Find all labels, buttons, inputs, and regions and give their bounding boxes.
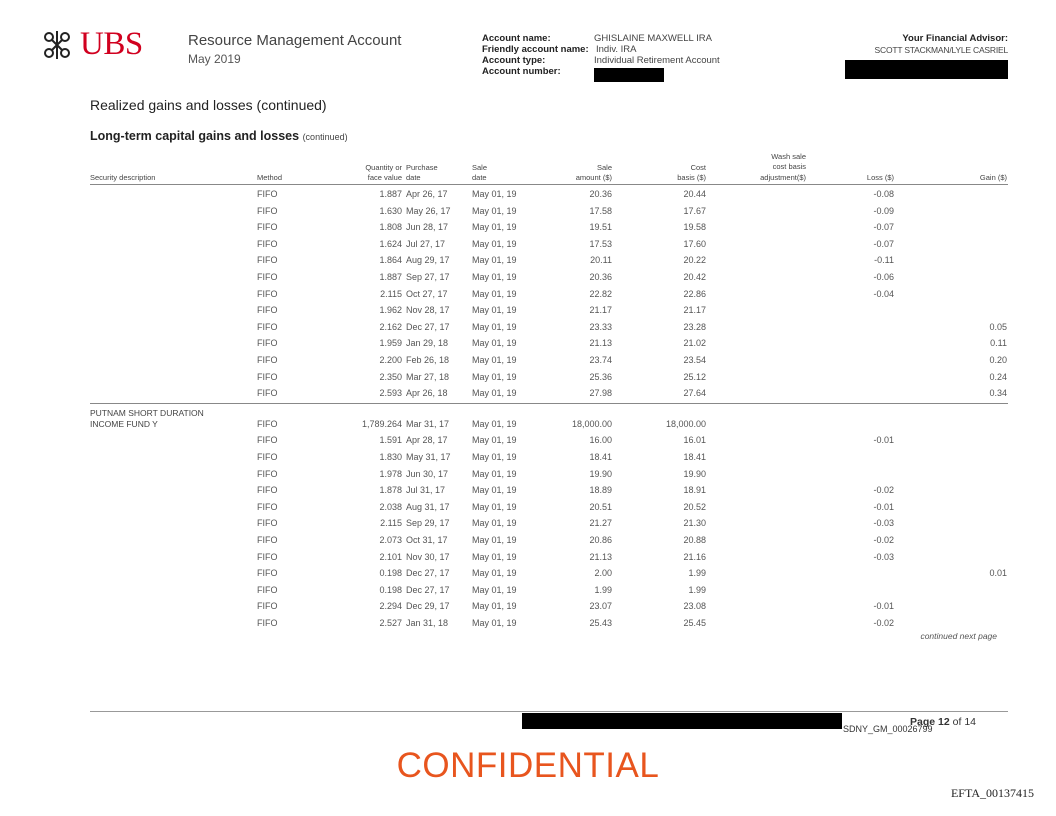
cell-sale: May 01, 19 <box>472 551 517 562</box>
cell-qty: 1,789.264 <box>361 418 402 429</box>
cell-purchase: Jan 31, 18 <box>406 618 449 628</box>
col-header-method: Method <box>257 173 283 182</box>
cell-method: FIFO <box>257 468 278 479</box>
cell-qty: 1.591 <box>379 435 402 446</box>
cell-amount: 18,000.00 <box>571 418 612 429</box>
cell-loss: -0.07 <box>873 238 894 249</box>
cell-amount: 23.07 <box>589 601 612 612</box>
cell-method: FIFO <box>257 452 278 462</box>
ubs-logo-text: UBS <box>80 26 143 62</box>
col-header-amount-1: Sale <box>596 163 612 172</box>
friendly-name-value: Indiv. IRA <box>596 44 637 55</box>
cell-qty: 1.887 <box>379 189 402 199</box>
account-type-value: Individual Retirement Account <box>594 55 720 66</box>
cell-purchase: Aug 29, 17 <box>406 255 450 266</box>
account-name-label: Account name: <box>482 33 551 44</box>
col-header-wash-3: adjustment($) <box>760 173 806 182</box>
col-header-security: Security description <box>90 173 156 182</box>
cell-purchase: Mar 31, 17 <box>406 418 450 429</box>
cell-purchase: Nov 30, 17 <box>406 551 450 562</box>
cell-sale: May 01, 19 <box>472 338 517 349</box>
cell-qty: 1.864 <box>379 255 402 266</box>
account-type-label: Account type: <box>482 55 546 66</box>
cell-method: FIFO <box>257 189 278 199</box>
cell-method: FIFO <box>257 551 278 562</box>
cell-purchase: Jul 31, 17 <box>406 485 446 496</box>
table-row <box>0 385 1056 402</box>
cell-purchase: Sep 27, 17 <box>406 272 450 282</box>
table-row <box>0 466 1056 483</box>
table-row <box>0 186 1056 203</box>
cell-purchase: Jul 27, 17 <box>406 238 446 249</box>
cell-loss: -0.02 <box>873 485 894 496</box>
cell-qty: 2.200 <box>379 355 402 365</box>
cell-cost: 23.54 <box>683 355 706 365</box>
cell-purchase: Dec 29, 17 <box>406 601 450 612</box>
cell-method: FIFO <box>257 501 278 512</box>
cell-purchase: Jan 29, 18 <box>406 338 449 349</box>
cell-sale: May 01, 19 <box>472 501 517 512</box>
table-row <box>0 416 1056 433</box>
cell-amount: 27.98 <box>589 388 612 399</box>
account-number-label: Account number: <box>482 66 561 77</box>
cell-amount: 20.51 <box>589 501 612 512</box>
cell-amount: 2.00 <box>594 568 612 579</box>
cell-qty: 1.808 <box>379 222 402 233</box>
security-description-line2: INCOME FUND Y <box>90 418 158 429</box>
cell-loss: -0.01 <box>873 501 894 512</box>
security-description-line1: PUTNAM SHORT DURATION <box>90 407 204 418</box>
table-row <box>0 432 1056 449</box>
cell-cost: 21.30 <box>683 518 706 529</box>
table-row <box>0 252 1056 269</box>
cell-purchase: Oct 31, 17 <box>406 535 448 545</box>
cell-sale: May 01, 19 <box>472 189 517 199</box>
friendly-name-label: Friendly account name: <box>482 44 589 55</box>
col-header-cost-1: Cost <box>690 163 706 172</box>
col-header-sale-1: Sale <box>472 163 488 172</box>
cell-qty: 2.073 <box>379 535 402 545</box>
table-row <box>0 615 1056 632</box>
cell-loss: -0.01 <box>873 435 894 446</box>
col-header-amount-2: amount ($) <box>575 173 612 182</box>
account-name-value: GHISLAINE MAXWELL IRA <box>594 33 712 44</box>
cell-gain: 0.05 <box>989 321 1007 332</box>
cell-purchase: Nov 28, 17 <box>406 305 450 316</box>
cell-cost: 23.28 <box>683 321 706 332</box>
cell-sale: May 01, 19 <box>472 355 517 365</box>
cell-amount: 22.82 <box>589 288 612 299</box>
col-header-purchase-2: date <box>406 173 421 182</box>
cell-method: FIFO <box>257 305 278 316</box>
subsection-note: (continued) <box>302 132 348 142</box>
table-row <box>0 269 1056 286</box>
cell-sale: May 01, 19 <box>472 435 517 446</box>
cell-amount: 21.13 <box>589 551 612 562</box>
cell-cost: 20.42 <box>683 272 706 282</box>
table-row <box>0 582 1056 599</box>
section-title: Realized gains and losses (continued) <box>90 97 327 113</box>
cell-amount: 20.86 <box>589 535 612 545</box>
cell-amount: 23.74 <box>589 355 612 365</box>
cell-method: FIFO <box>257 272 278 282</box>
cell-sale: May 01, 19 <box>472 272 517 282</box>
cell-cost: 20.88 <box>683 535 706 545</box>
cell-cost: 21.17 <box>683 305 706 316</box>
cell-method: FIFO <box>257 584 278 595</box>
cell-qty: 0.198 <box>379 584 402 595</box>
cell-amount: 19.51 <box>589 222 612 233</box>
cell-qty: 2.038 <box>379 501 402 512</box>
table-row <box>0 352 1056 369</box>
cell-qty: 0.198 <box>379 568 402 579</box>
advisor-redaction <box>845 60 1008 79</box>
cell-amount: 21.27 <box>589 518 612 529</box>
cell-qty: 2.593 <box>379 388 402 399</box>
cell-cost: 27.64 <box>683 388 706 399</box>
table-row <box>0 482 1056 499</box>
document-title: Resource Management Account <box>188 32 402 49</box>
col-header-cost-2: basis ($) <box>677 173 706 182</box>
cell-qty: 1.830 <box>379 452 402 462</box>
cell-qty: 2.294 <box>379 601 402 612</box>
cell-loss: -0.06 <box>873 272 894 282</box>
table-row <box>0 319 1056 336</box>
table-row <box>0 549 1056 566</box>
cell-qty: 1.624 <box>379 238 402 249</box>
cell-purchase: Apr 26, 18 <box>406 388 448 399</box>
cell-method: FIFO <box>257 255 278 266</box>
cell-loss: -0.09 <box>873 205 894 216</box>
cell-cost: 20.52 <box>683 501 706 512</box>
cell-purchase: Dec 27, 17 <box>406 584 450 595</box>
continued-next-page-note: continued next page <box>920 631 997 641</box>
statement-date: May 2019 <box>188 52 241 66</box>
cell-amount: 20.11 <box>590 255 612 266</box>
cell-qty: 1.878 <box>379 485 402 496</box>
cell-qty: 1.959 <box>379 338 402 349</box>
cell-sale: May 01, 19 <box>472 418 517 429</box>
cell-purchase: Feb 26, 18 <box>406 355 450 365</box>
cell-cost: 19.58 <box>683 222 706 233</box>
confidential-stamp: CONFIDENTIAL <box>396 746 660 785</box>
cell-purchase: Sep 29, 17 <box>406 518 450 529</box>
cell-amount: 18.89 <box>589 485 612 496</box>
cell-loss: -0.11 <box>874 255 894 266</box>
cell-cost: 25.45 <box>683 618 706 628</box>
ubs-keys-logo-icon <box>40 28 74 62</box>
cell-sale: May 01, 19 <box>472 205 517 216</box>
cell-loss: -0.02 <box>873 618 894 628</box>
cell-method: FIFO <box>257 418 278 429</box>
cell-gain: 0.24 <box>989 371 1007 382</box>
cell-sale: May 01, 19 <box>472 388 517 399</box>
cell-qty: 1.962 <box>379 305 402 316</box>
table-row <box>0 369 1056 386</box>
cell-amount: 21.13 <box>589 338 612 349</box>
cell-amount: 21.17 <box>589 305 612 316</box>
cell-sale: May 01, 19 <box>472 288 517 299</box>
cell-cost: 20.44 <box>683 189 706 199</box>
cell-sale: May 01, 19 <box>472 452 517 462</box>
table-row <box>0 219 1056 236</box>
cell-amount: 16.00 <box>589 435 612 446</box>
col-header-wash-2: cost basis <box>772 162 806 171</box>
cell-method: FIFO <box>257 618 278 628</box>
cell-sale: May 01, 19 <box>472 535 517 545</box>
cell-qty: 1.978 <box>379 468 402 479</box>
footer-rule <box>90 711 1008 712</box>
cell-loss: -0.03 <box>873 518 894 529</box>
page-current: 12 <box>938 716 950 728</box>
group-separator <box>90 403 1008 404</box>
cell-sale: May 01, 19 <box>472 238 517 249</box>
col-header-purchase-1: Purchase <box>406 163 438 172</box>
cell-loss: -0.03 <box>873 551 894 562</box>
cell-purchase: Jun 28, 17 <box>406 222 449 233</box>
advisor-name: SCOTT STACKMAN/LYLE CASRIEL <box>874 45 1008 55</box>
cell-method: FIFO <box>257 435 278 446</box>
cell-qty: 1.630 <box>379 205 402 216</box>
cell-purchase: Dec 27, 17 <box>406 568 450 579</box>
cell-cost: 18.91 <box>683 485 706 496</box>
table-row <box>0 598 1056 615</box>
page-number <box>910 716 976 728</box>
page-total: 14 <box>964 716 977 728</box>
page-label: Page <box>910 716 936 728</box>
account-info-block <box>482 33 782 83</box>
header-rule <box>90 184 1008 185</box>
cell-amount: 17.58 <box>589 205 612 216</box>
cell-loss: -0.07 <box>873 222 894 233</box>
cell-amount: 19.90 <box>589 468 612 479</box>
cell-sale: May 01, 19 <box>472 321 517 332</box>
table-row <box>0 302 1056 319</box>
cell-cost: 20.22 <box>683 255 706 266</box>
cell-cost: 21.02 <box>683 338 706 349</box>
cell-gain: 0.11 <box>990 338 1007 349</box>
efta-id: EFTA_00137415 <box>950 786 1034 800</box>
cell-sale: May 01, 19 <box>472 222 517 233</box>
cell-loss: -0.02 <box>873 535 894 545</box>
table-row <box>0 532 1056 549</box>
cell-method: FIFO <box>257 568 278 579</box>
cell-cost: 18,000.00 <box>665 418 706 429</box>
page-of: of <box>952 716 962 728</box>
cell-method: FIFO <box>257 238 278 249</box>
cell-method: FIFO <box>257 321 278 332</box>
table-row <box>0 236 1056 253</box>
col-header-wash-1: Wash sale <box>771 152 806 161</box>
cell-method: FIFO <box>257 518 278 529</box>
cell-method: FIFO <box>257 288 278 299</box>
table-row <box>0 203 1056 220</box>
cell-amount: 17.53 <box>589 238 612 249</box>
cell-cost: 1.99 <box>688 584 706 595</box>
cell-qty: 2.162 <box>379 321 402 332</box>
cell-cost: 22.86 <box>683 288 706 299</box>
cell-sale: May 01, 19 <box>472 601 517 612</box>
cell-purchase: Dec 27, 17 <box>406 321 450 332</box>
cell-amount: 23.33 <box>589 321 612 332</box>
cell-sale: May 01, 19 <box>472 618 517 628</box>
cell-qty: 2.115 <box>380 288 402 299</box>
cell-qty: 2.527 <box>379 618 402 628</box>
cell-sale: May 01, 19 <box>472 468 517 479</box>
table-row <box>0 335 1056 352</box>
cell-sale: May 01, 19 <box>472 371 517 382</box>
cell-cost: 17.60 <box>683 238 706 249</box>
cell-method: FIFO <box>257 205 278 216</box>
account-number-redaction <box>594 68 664 82</box>
cell-amount: 1.99 <box>594 584 612 595</box>
cell-method: FIFO <box>257 388 278 399</box>
cell-cost: 18.41 <box>683 452 706 462</box>
bates-number: SDNY_GM_00026799 <box>843 724 933 734</box>
subsection-title <box>90 129 348 143</box>
cell-sale: May 01, 19 <box>472 568 517 579</box>
cell-qty: 2.115 <box>380 518 402 529</box>
cell-amount: 25.43 <box>589 618 612 628</box>
cell-method: FIFO <box>257 535 278 545</box>
col-header-quantity-1: Quantity or <box>365 163 402 172</box>
table-row <box>0 499 1056 516</box>
cell-method: FIFO <box>257 338 278 349</box>
table-row <box>0 286 1056 303</box>
cell-purchase: Apr 26, 17 <box>406 189 448 199</box>
cell-method: FIFO <box>257 355 278 365</box>
cell-purchase: Aug 31, 17 <box>406 501 450 512</box>
col-header-sale-2: date <box>472 173 487 182</box>
cell-method: FIFO <box>257 222 278 233</box>
subsection-title-text: Long-term capital gains and losses <box>90 129 300 143</box>
advisor-title: Your Financial Advisor: <box>902 33 1008 44</box>
cell-sale: May 01, 19 <box>472 584 517 595</box>
cell-cost: 17.67 <box>683 205 706 216</box>
cell-cost: 21.16 <box>683 551 706 562</box>
cell-sale: May 01, 19 <box>472 518 517 529</box>
table-row <box>0 565 1056 582</box>
cell-sale: May 01, 19 <box>472 255 517 266</box>
col-header-quantity-2: face value <box>367 173 402 182</box>
cell-purchase: Jun 30, 17 <box>406 468 449 479</box>
cell-gain: 0.34 <box>989 388 1007 399</box>
cell-purchase: May 31, 17 <box>406 452 451 462</box>
col-header-gain: Gain ($) <box>979 173 1007 182</box>
cell-qty: 2.350 <box>379 371 402 382</box>
cell-gain: 0.01 <box>989 568 1007 579</box>
cell-cost: 23.08 <box>683 601 706 612</box>
cell-qty: 1.887 <box>379 272 402 282</box>
cell-cost: 16.01 <box>683 435 706 446</box>
table-row <box>0 449 1056 466</box>
cell-method: FIFO <box>257 371 278 382</box>
cell-sale: May 01, 19 <box>472 485 517 496</box>
cell-gain: 0.20 <box>989 355 1007 365</box>
cell-sale: May 01, 19 <box>472 305 517 316</box>
cell-purchase: Oct 27, 17 <box>406 288 448 299</box>
footer-redaction <box>522 713 842 729</box>
table-row <box>0 515 1056 532</box>
cell-method: FIFO <box>257 601 278 612</box>
cell-loss: -0.01 <box>873 601 894 612</box>
cell-amount: 25.36 <box>589 371 612 382</box>
cell-purchase: May 26, 17 <box>406 205 451 216</box>
cell-qty: 2.101 <box>379 551 402 562</box>
cell-purchase: Mar 27, 18 <box>406 371 450 382</box>
cell-method: FIFO <box>257 485 278 496</box>
cell-cost: 19.90 <box>683 468 706 479</box>
cell-amount: 20.36 <box>589 189 612 199</box>
cell-amount: 18.41 <box>589 452 612 462</box>
cell-loss: -0.08 <box>873 189 894 199</box>
col-header-loss: Loss ($) <box>866 173 894 182</box>
cell-loss: -0.04 <box>873 288 894 299</box>
cell-amount: 20.36 <box>589 272 612 282</box>
cell-cost: 25.12 <box>683 371 706 382</box>
cell-cost: 1.99 <box>688 568 706 579</box>
cell-purchase: Apr 28, 17 <box>406 435 448 446</box>
